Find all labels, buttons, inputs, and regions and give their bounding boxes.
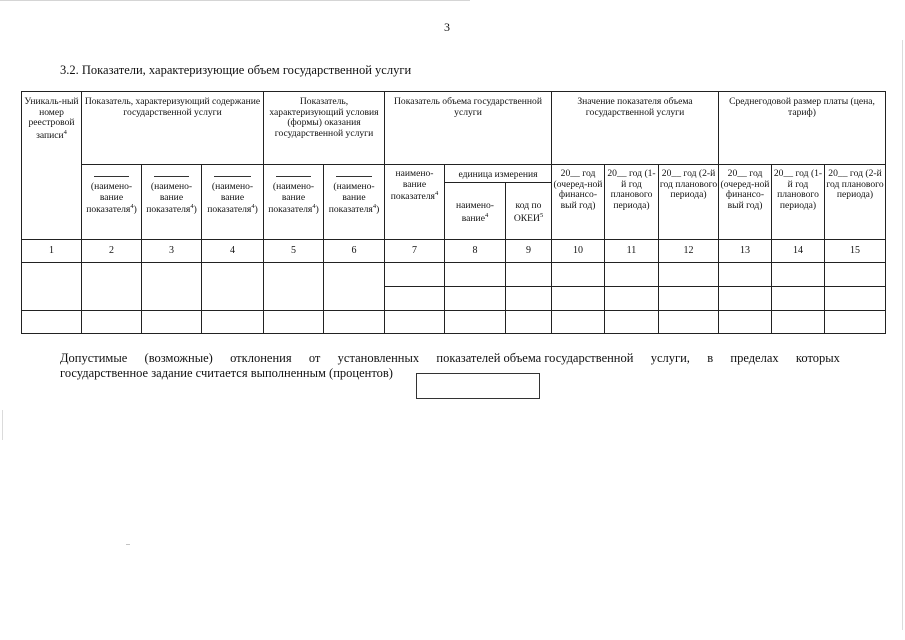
deviation-word: установленных <box>337 351 420 365</box>
page-number: 3 <box>444 20 450 34</box>
column-number: 9 <box>506 240 552 263</box>
table-row <box>22 263 886 287</box>
empty-cell[interactable] <box>659 311 719 334</box>
deviation-word: показателей объема государственной <box>436 351 634 365</box>
header-fee-group: Среднегодовой размер платы (цена, тариф) <box>719 92 886 165</box>
empty-cell[interactable] <box>552 263 605 287</box>
fee-year-plan1-cell: 20__ год (1-й год планового периода) <box>772 165 825 240</box>
empty-cell[interactable] <box>506 287 552 311</box>
empty-cell[interactable] <box>202 263 264 311</box>
empty-cell[interactable] <box>825 287 886 311</box>
empty-cell[interactable] <box>82 311 142 334</box>
empty-cell[interactable] <box>142 311 202 334</box>
empty-cell[interactable] <box>22 311 82 334</box>
indicator-name-cell: (наимено-вание показателя$^4$) <box>142 165 202 240</box>
deviation-word: услуги, <box>650 351 690 365</box>
column-number: 13 <box>719 240 772 263</box>
column-number: 1 <box>22 240 82 263</box>
column-number: 2 <box>82 240 142 263</box>
scan-mark-left <box>2 410 3 440</box>
column-number: 12 <box>659 240 719 263</box>
empty-cell[interactable] <box>552 287 605 311</box>
empty-cell[interactable] <box>22 263 82 311</box>
column-number: 14 <box>772 240 825 263</box>
empty-cell[interactable] <box>385 263 445 287</box>
header-value-group: Значение показателя объема государственной услуги <box>552 92 719 165</box>
empty-cell[interactable] <box>605 287 659 311</box>
column-number: 11 <box>605 240 659 263</box>
empty-cell[interactable] <box>385 311 445 334</box>
indicator-name-cell: (наимено-вание показателя$^4$) <box>202 165 264 240</box>
year-plan1-cell: 20__ год (1-й год планового периода) <box>605 165 659 240</box>
indicator-name-cell: (наимено-вание показателя$^4$) <box>82 165 142 240</box>
empty-cell[interactable] <box>445 287 506 311</box>
unit-group-cell: единица измерения <box>445 165 552 183</box>
empty-cell[interactable] <box>772 311 825 334</box>
empty-cell[interactable] <box>445 263 506 287</box>
empty-cell[interactable] <box>825 263 886 287</box>
deviation-word: (возможные) <box>144 351 213 365</box>
deviation-percent-input[interactable] <box>416 373 540 399</box>
column-number: 10 <box>552 240 605 263</box>
column-number: 3 <box>142 240 202 263</box>
deviation-word: от <box>308 351 321 365</box>
empty-cell[interactable] <box>324 311 385 334</box>
header-conditions-group: Показатель, характеризующий условия (формы) оказания государственной услуги <box>264 92 385 165</box>
column-number: 7 <box>385 240 445 263</box>
column-number: 5 <box>264 240 324 263</box>
column-number: 6 <box>324 240 385 263</box>
scan-edge-top <box>0 0 470 1</box>
okei-cell: код по ОКЕИ$^5$ <box>506 183 552 240</box>
empty-cell[interactable] <box>264 263 324 311</box>
empty-cell[interactable] <box>772 263 825 287</box>
header-registry: Уникаль-ный номер реестровой записи$^4$ <box>22 92 82 240</box>
column-number: 8 <box>445 240 506 263</box>
section-title: 3.2. Показатели, характеризующие объем государственной услуги <box>60 63 412 77</box>
deviation-word: которых <box>795 351 840 365</box>
column-number: 15 <box>825 240 886 263</box>
deviation-word: Допустимые <box>60 351 128 365</box>
empty-cell[interactable] <box>772 287 825 311</box>
empty-cell[interactable] <box>825 311 886 334</box>
deviation-line-2: государственное задание считается выполненным (процентов) <box>60 366 393 380</box>
empty-cell[interactable] <box>82 263 142 311</box>
empty-cell[interactable] <box>719 263 772 287</box>
fee-year-plan2-cell: 20__ год (2-й год планового периода) <box>825 165 886 240</box>
table-row <box>22 311 886 334</box>
empty-cell[interactable] <box>142 263 202 311</box>
empty-cell[interactable] <box>324 263 385 311</box>
empty-cell[interactable] <box>264 311 324 334</box>
empty-cell[interactable] <box>719 287 772 311</box>
empty-cell[interactable] <box>202 311 264 334</box>
header-volume-group: Показатель объема государственной услуги <box>385 92 552 165</box>
year-plan2-cell: 20__ год (2-й год планового периода) <box>659 165 719 240</box>
unit-name-cell: наимено-вание$^4$ <box>445 183 506 240</box>
deviation-word: отклонения <box>230 351 292 365</box>
fee-year-current-cell: 20__ год (очеред-ной финансо-вый год) <box>719 165 772 240</box>
empty-cell[interactable] <box>506 263 552 287</box>
empty-cell[interactable] <box>552 311 605 334</box>
empty-cell[interactable] <box>605 263 659 287</box>
empty-cell[interactable] <box>719 311 772 334</box>
deviation-word: в <box>707 351 714 365</box>
year-current-cell: 20__ год (очеред-ной финансо-вый год) <box>552 165 605 240</box>
volume-name-cell: наимено-вание показателя$^4$ <box>385 165 445 240</box>
empty-cell[interactable] <box>385 287 445 311</box>
empty-cell[interactable] <box>506 311 552 334</box>
deviation-line-1 <box>60 351 840 366</box>
scan-edge-right <box>902 40 903 630</box>
indicator-name-cell: (наимено-вание показателя$^4$) <box>324 165 385 240</box>
column-number: 4 <box>202 240 264 263</box>
deviation-word: пределах <box>730 351 779 365</box>
indicator-name-cell: (наимено-вание показателя$^4$) <box>264 165 324 240</box>
empty-cell[interactable] <box>659 287 719 311</box>
empty-cell[interactable] <box>445 311 506 334</box>
empty-cell[interactable] <box>605 311 659 334</box>
header-content-group: Показатель, характеризующий содержание государственной услуги <box>82 92 264 165</box>
volume-indicators-table <box>21 91 886 334</box>
empty-cell[interactable] <box>659 263 719 287</box>
scan-dot <box>126 544 130 545</box>
